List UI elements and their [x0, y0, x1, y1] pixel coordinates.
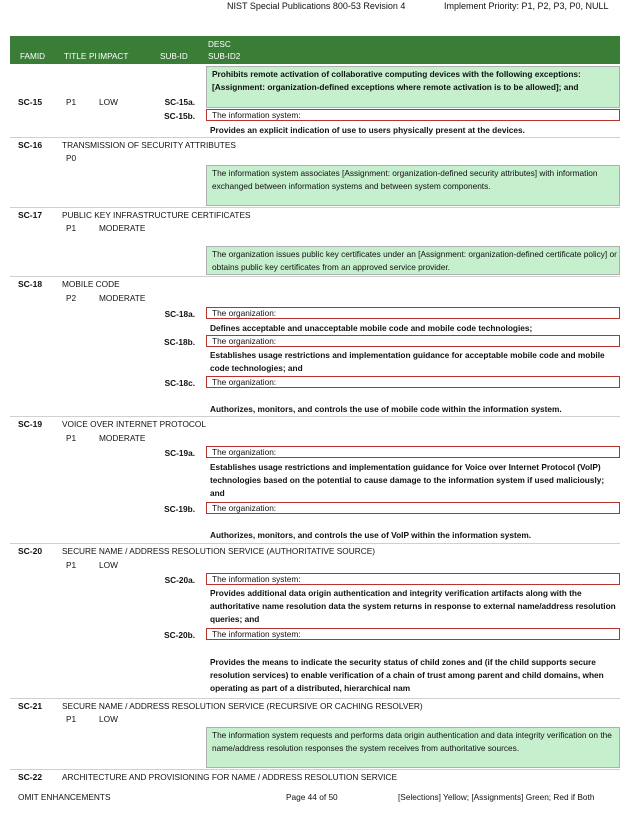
subid-sc18b: SC-18b. — [164, 337, 195, 347]
col-subid: SUB-ID — [160, 52, 188, 61]
subid-sc20a: SC-20a. — [164, 575, 195, 585]
row-divider — [10, 769, 620, 770]
priority-sc21: P1 — [66, 714, 77, 724]
title-sc17: PUBLIC KEY INFRASTRUCTURE CERTIFICATES — [62, 210, 251, 220]
sc18c-intro: The organization: — [206, 376, 620, 388]
famid-sc15: SC-15 — [18, 97, 43, 107]
impact-sc15: LOW — [99, 97, 118, 107]
col-subid2: SUB-ID2 — [208, 52, 241, 61]
sc18c-text: Authorizes, monitors, and controls the use of mobile code within the information system. — [210, 404, 562, 414]
sc17-description: The organization issues public key certificates under an [Assignment: organization-defined certificate policy] or obtains public key certificates from an approved service provider. — [206, 246, 620, 275]
famid-sc18: SC-18 — [18, 279, 43, 289]
col-desc: DESC — [208, 40, 231, 49]
title-sc20: SECURE NAME / ADDRESS RESOLUTION SERVICE (AUTHORITATIVE SOURCE) — [62, 546, 376, 556]
title-sc22: ARCHITECTURE AND PROVISIONING FOR NAME / ADDRESS RESOLUTION SERVICE — [62, 772, 398, 782]
sc19b-intro: The organization: — [206, 502, 620, 514]
footer-page-number: Page 44 of 50 — [286, 792, 338, 802]
famid-sc20: SC-20 — [18, 546, 43, 556]
col-famid: FAMID — [20, 52, 46, 61]
title-sc19: VOICE OVER INTERNET PROTOCOL — [62, 419, 206, 429]
subid-sc20b: SC-20b. — [164, 630, 195, 640]
sc19a-intro: The organization: — [206, 446, 620, 458]
subid-sc18a: SC-18a. — [164, 309, 195, 319]
impact-sc21: LOW — [99, 714, 118, 724]
impact-sc18: MODERATE — [99, 293, 146, 303]
col-pi: PI — [89, 52, 97, 61]
subid-sc19b: SC-19b. — [164, 504, 195, 514]
subid-sc18c: SC-18c. — [164, 378, 195, 388]
subid-sc15a: SC-15a. — [164, 97, 195, 107]
impact-sc20: LOW — [99, 560, 118, 570]
priority-sc17: P1 — [66, 223, 77, 233]
column-header — [10, 36, 620, 64]
sc20a-intro: The information system: — [206, 573, 620, 585]
sc18b-intro: The organization: — [206, 335, 620, 347]
publication-title: NIST Special Publications 800-53 Revision 4 — [227, 1, 406, 11]
footer-color-legend: [Selections] Yellow; [Assignments] Green; Red if Both — [398, 792, 595, 802]
sc21-description: The information system requests and performs data origin authentication and data integrity verification on the name/address resolution responses the system receives from authoritative sources. — [206, 727, 620, 768]
impact-sc17: MODERATE — [99, 223, 146, 233]
title-sc21: SECURE NAME / ADDRESS RESOLUTION SERVICE (RECURSIVE OR CACHING RESOLVER) — [62, 701, 423, 711]
sc15b-text: Provides an explicit indication of use to users physically present at the devices. — [210, 125, 525, 135]
subid-sc15b: SC-15b. — [164, 111, 195, 121]
row-divider — [10, 416, 620, 417]
sc18a-text: Defines acceptable and unacceptable mobile code and mobile code technologies; — [210, 323, 533, 333]
sc18b-text: Establishes usage restrictions and implementation guidance for acceptable mobile code and mobile code technologies; and — [210, 350, 605, 373]
impact-sc19: MODERATE — [99, 433, 146, 443]
sc15a-description: Prohibits remote activation of collaborative computing devices with the following exceptions: [Assignment: organization-defined exceptions where remote activation is to be allowed]; and — [206, 66, 620, 108]
famid-sc21: SC-21 — [18, 701, 43, 711]
subid-sc19a: SC-19a. — [164, 448, 195, 458]
title-sc18: MOBILE CODE — [62, 279, 120, 289]
famid-sc19: SC-19 — [18, 419, 43, 429]
priority-legend: Implement Priority: P1, P2, P3, P0, NULL — [444, 1, 609, 11]
sc16-description: The information system associates [Assignment: organization-defined security attributes] with information exchanged between information systems and between system components. — [206, 165, 620, 206]
sc15b-intro: The information system: — [206, 109, 620, 121]
priority-sc15: P1 — [66, 97, 77, 107]
sc18a-intro: The organization: — [206, 307, 620, 319]
row-divider — [10, 543, 620, 544]
sc20b-text: Provides the means to indicate the security status of child zones and (if the child supports secure resolution services) to enable verification of a chain of trust among parent and child domains, when operating as part of a distributed, hierarchical nam — [210, 657, 604, 693]
priority-sc16: P0 — [66, 153, 77, 163]
col-impact: IMPACT — [98, 52, 129, 61]
sc20a-text: Provides additional data origin authentication and integrity verification artifacts along with the authoritative name resolution data the system returns in response to external name/address resolution queries; and — [210, 588, 616, 624]
famid-sc22: SC-22 — [18, 772, 43, 782]
priority-sc19: P1 — [66, 433, 77, 443]
title-sc16: TRANSMISSION OF SECURITY ATTRIBUTES — [62, 140, 236, 150]
sc19b-text: Authorizes, monitors, and controls the use of VoIP within the information system. — [210, 530, 531, 540]
row-divider — [10, 207, 620, 208]
famid-sc17: SC-17 — [18, 210, 43, 220]
famid-sc16: SC-16 — [18, 140, 43, 150]
row-divider — [10, 137, 620, 138]
col-title: TITLE — [64, 52, 87, 61]
row-divider — [10, 698, 620, 699]
sc19a-text: Establishes usage restrictions and implementation guidance for Voice over Internet Protocol (VoIP) technologies based on the potential to cause damage to the information system if used maliciously; and — [210, 462, 605, 498]
sc20b-intro: The information system: — [206, 628, 620, 640]
priority-sc18: P2 — [66, 293, 77, 303]
row-divider — [10, 276, 620, 277]
footer-omit-enhancements: OMIT ENHANCEMENTS — [18, 792, 111, 802]
priority-sc20: P1 — [66, 560, 77, 570]
